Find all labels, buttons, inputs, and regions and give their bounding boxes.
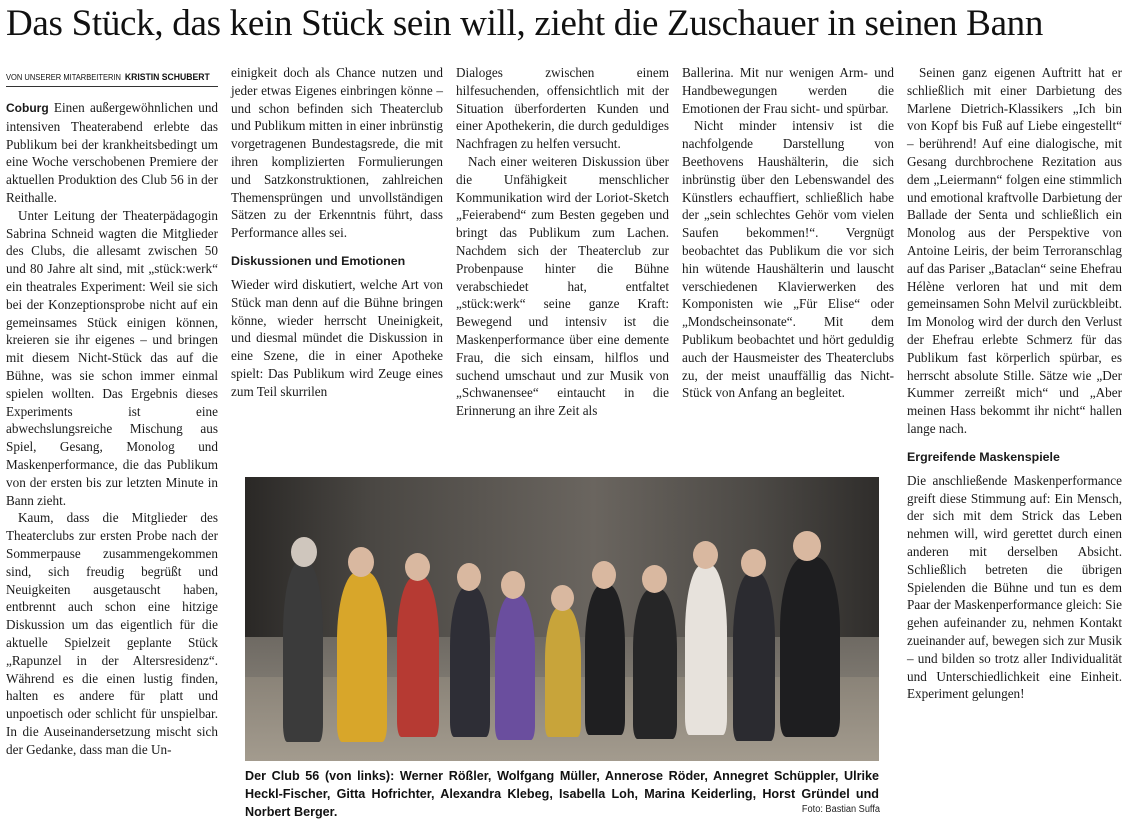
person-figure bbox=[450, 587, 490, 737]
byline-rule bbox=[6, 86, 218, 87]
column-4 bbox=[682, 64, 894, 402]
paragraph: Unter Leitung der Theaterpädagogin Sabrina Schneid wagten die Mitglieder des Clubs, die allesamt zwischen 50 und 80 Jahre alt sind, mit „stück:werk“ ein theatrales Experiment: Weil sie sich bei der Konzeptionsprobe nicht auf ein gemeinsames Stück einigen können, kreieren sie ihr eigenes – und bringen mit diesem Nicht-Stück das auf die Bühne, was sie schon immer einmal spielen wollten. Das Ergebnis dieses Experiments ist eine abwechslungsreiche Mischung aus Spiel, Gesang, Monolog und Maskenperformance, die das Publikum von der ersten bis zur letzten Minute in Bann zieht. bbox=[6, 207, 218, 508]
person-figure bbox=[633, 589, 677, 739]
person-head bbox=[793, 531, 821, 561]
person-figure bbox=[733, 573, 775, 741]
column-3 bbox=[456, 64, 669, 420]
person-head bbox=[642, 565, 667, 593]
paragraph: einigkeit doch als Chance nutzen und jeder etwas Eigenes einbringen könne – und schon befinden sich Theaterclub und Publikum mitten in einer inbrünstig vorgetragenen Bundestagsrede, die mit ihren komplizierten Formulierungen und Satzkonstruktionen, zahlreichen Themensprüngen und unvollständigen Sätzen zu der Erkenntnis führt, dass Performance alles sei. bbox=[231, 65, 443, 241]
person-head bbox=[741, 549, 766, 577]
person-head bbox=[501, 571, 525, 599]
person-head bbox=[405, 553, 430, 581]
person-figure bbox=[780, 557, 840, 737]
article-headline: Das Stück, das kein Stück sein will, zieht die Zuschauer in seinen Bann bbox=[6, 3, 1044, 44]
column-5 bbox=[907, 64, 1122, 703]
person-head bbox=[592, 561, 616, 589]
photo-credit: Foto: Bastian Suffa bbox=[801, 804, 880, 815]
paragraph: Nach einer weiteren Diskussion über die Unfähigkeit menschlicher Kommunikation wird der Loriot-Sketch „Feierabend“ zum Besten gegeben und bringt das Publikum zum Lachen. Nachdem sich der Theaterclub zur Probenpause hinter die Bühne verabschiedet hat, entfaltet „stück:werk“ seine ganze Kraft: Bewegend und intensiv ist die Maskenperformance über eine demente Frau, die sich einsam, hilflos und suchend umschaut und zur Musik von „Schwanensee“ eintaucht in die Erinnerung an ihre Zeit als bbox=[456, 153, 669, 419]
person-figure bbox=[585, 585, 625, 735]
photo-caption: Der Club 56 (von links): Werner Rößler, Wolfgang Müller, Annerose Röder, Annegret Schüppler, Ulrike Heckl-Fischer, Gitta Hofrichter, Alexandra Klebeg, Isabella Loh, Marina Keiderling, Horst Gründel und Norbert Berger. bbox=[245, 769, 879, 819]
paragraph: Dialoges zwischen einem hilfesuchenden, offensichtlich mit der Situation überforderten Kunden und einer Apothekerin, die durch geduldiges Nachfragen zu helfen versucht. bbox=[456, 65, 669, 152]
person-figure bbox=[337, 572, 387, 742]
person-head bbox=[457, 563, 481, 591]
paragraph: Kaum, dass die Mitglieder des Theaterclubs zur ersten Probe nach der Sommerpause zusammengekommen sind, sich freudig begrüßt und Neuigkeiten ausgetauscht haben, entbrennt auch schon eine hitzige Diskussion um das eigentlich für die aktuelle Spielzeit geplante Stück „Rapunzel in der Altersresidenz“. Während es die einen lustig finden, halten es andere für platt und unpoetisch oder schlicht für unspielbar. In die Auseinandersetzung mischt sich der Gedanke, dass man die Un- bbox=[6, 510, 218, 757]
paragraph bbox=[6, 99, 218, 207]
byline-prefix: VON UNSERER MITARBEITERIN bbox=[6, 73, 121, 82]
paragraph: Wieder wird diskutiert, welche Art von Stück man denn auf die Bühne bringen könne, wieder herrscht Uneinigkeit, und diesmal mündet die Diskussion in eine Szene, die in einer Apotheke spielt: Das Publikum wird Zeuge eines zum Teil skurrilen bbox=[231, 276, 443, 399]
paragraph: Die anschließende Maskenperformance greift diese Stimmung auf: Ein Mensch, der sich mit dem Strick das Leben nehmen will, wird gerettet durch einen anderen mit derselben Absicht. Schließlich betreten die übrigen Spielenden die Bühne und tun es dem Paar der Maskenperformance gleich: Sie gehen aufeinander zu, nehmen Kontakt zueinander auf, bewegen sich zur Musik – und bilden so trotz aller Individualität und Unterschiedlichkeit eine Einheit. Experiment gelungen! bbox=[907, 472, 1122, 702]
column-2 bbox=[231, 64, 443, 401]
person-figure bbox=[283, 562, 323, 742]
person-head bbox=[291, 537, 317, 567]
person-figure bbox=[495, 595, 535, 740]
subheading: Ergreifende Maskenspiele bbox=[907, 449, 1060, 464]
paragraph: Nicht minder intensiv ist die nachfolgende Darstellung von Beethovens Haushälterin, die sich inbrünstig über den Lebenswandel des Künstlers echauffiert, schließlich habe der „sein schlechtes Gehör vom vielen Saufen bekommen!“. Vergnügt beobachtet das Publikum die vor sich hin wütende Haushälterin und lauscht verschiedenen Klavierwerken des Komponisten wie „Für Elise“ oder „Mondscheinsonate“. Mit dem Publikum beobachtet und hört geduldig auch der Hausmeister des Theaterclubs zu, der meist unauffällig das Nicht-Stück von Anfang an begleitet. bbox=[682, 118, 894, 401]
subheading: Diskussionen und Emotionen bbox=[231, 253, 406, 268]
person-figure bbox=[397, 577, 439, 737]
paragraph: Seinen ganz eigenen Auftritt hat er schließlich mit einer Darbietung des Marlene Dietrich-Klassikers „Ich bin von Kopf bis Fuß auf Liebe eingestellt“ – berührend! Auf eine dialogische, mit Gesang durchbrochene Rezitation aus dem „Leiermann“ folgen eine stimmlich und emotional kraftvolle Darbietung der Ballade der Senta und schließlich ein Monolog aus der Perspektive von Antoine Leiris, der beim Terroranschlag auf das Pariser „Bataclan“ seine Ehefrau Hélène verloren hat und mit dem gemeinsamen Sohn Melvil zurückbleibt. Im Monolog wird der durch den Verlust der Ehefrau erlebte Schmerz für das Publikum fast körperlich spürbar, es herrscht absolute Stille. Sätze wie „Der Kummer zerreißt mich“ und „Aber meinen Hass bekommt ihr nicht“ hallen lange nach. bbox=[907, 65, 1122, 436]
person-head bbox=[348, 547, 374, 577]
person-figure bbox=[545, 607, 581, 737]
column-1 bbox=[6, 99, 218, 829]
person-figure bbox=[685, 565, 727, 735]
person-head bbox=[693, 541, 718, 569]
paragraph: Ballerina. Mit nur wenigen Arm- und Handbewegungen werden die Emotionen der Frau sicht- und spürbar. bbox=[682, 65, 894, 116]
paragraph-text: Einen außergewöhnlichen und intensiven Theaterabend erlebte das Publikum bei der krankheitsbedingt um eine Woche verschobenen Premiere der aktuellen Produktion des Club 56 in der Reithalle. bbox=[6, 100, 219, 205]
byline bbox=[6, 70, 210, 84]
dateline-place: Coburg bbox=[6, 101, 49, 115]
byline-author: KRISTIN SCHUBERT bbox=[124, 71, 210, 82]
group-photo bbox=[245, 477, 879, 761]
person-head bbox=[551, 585, 574, 611]
